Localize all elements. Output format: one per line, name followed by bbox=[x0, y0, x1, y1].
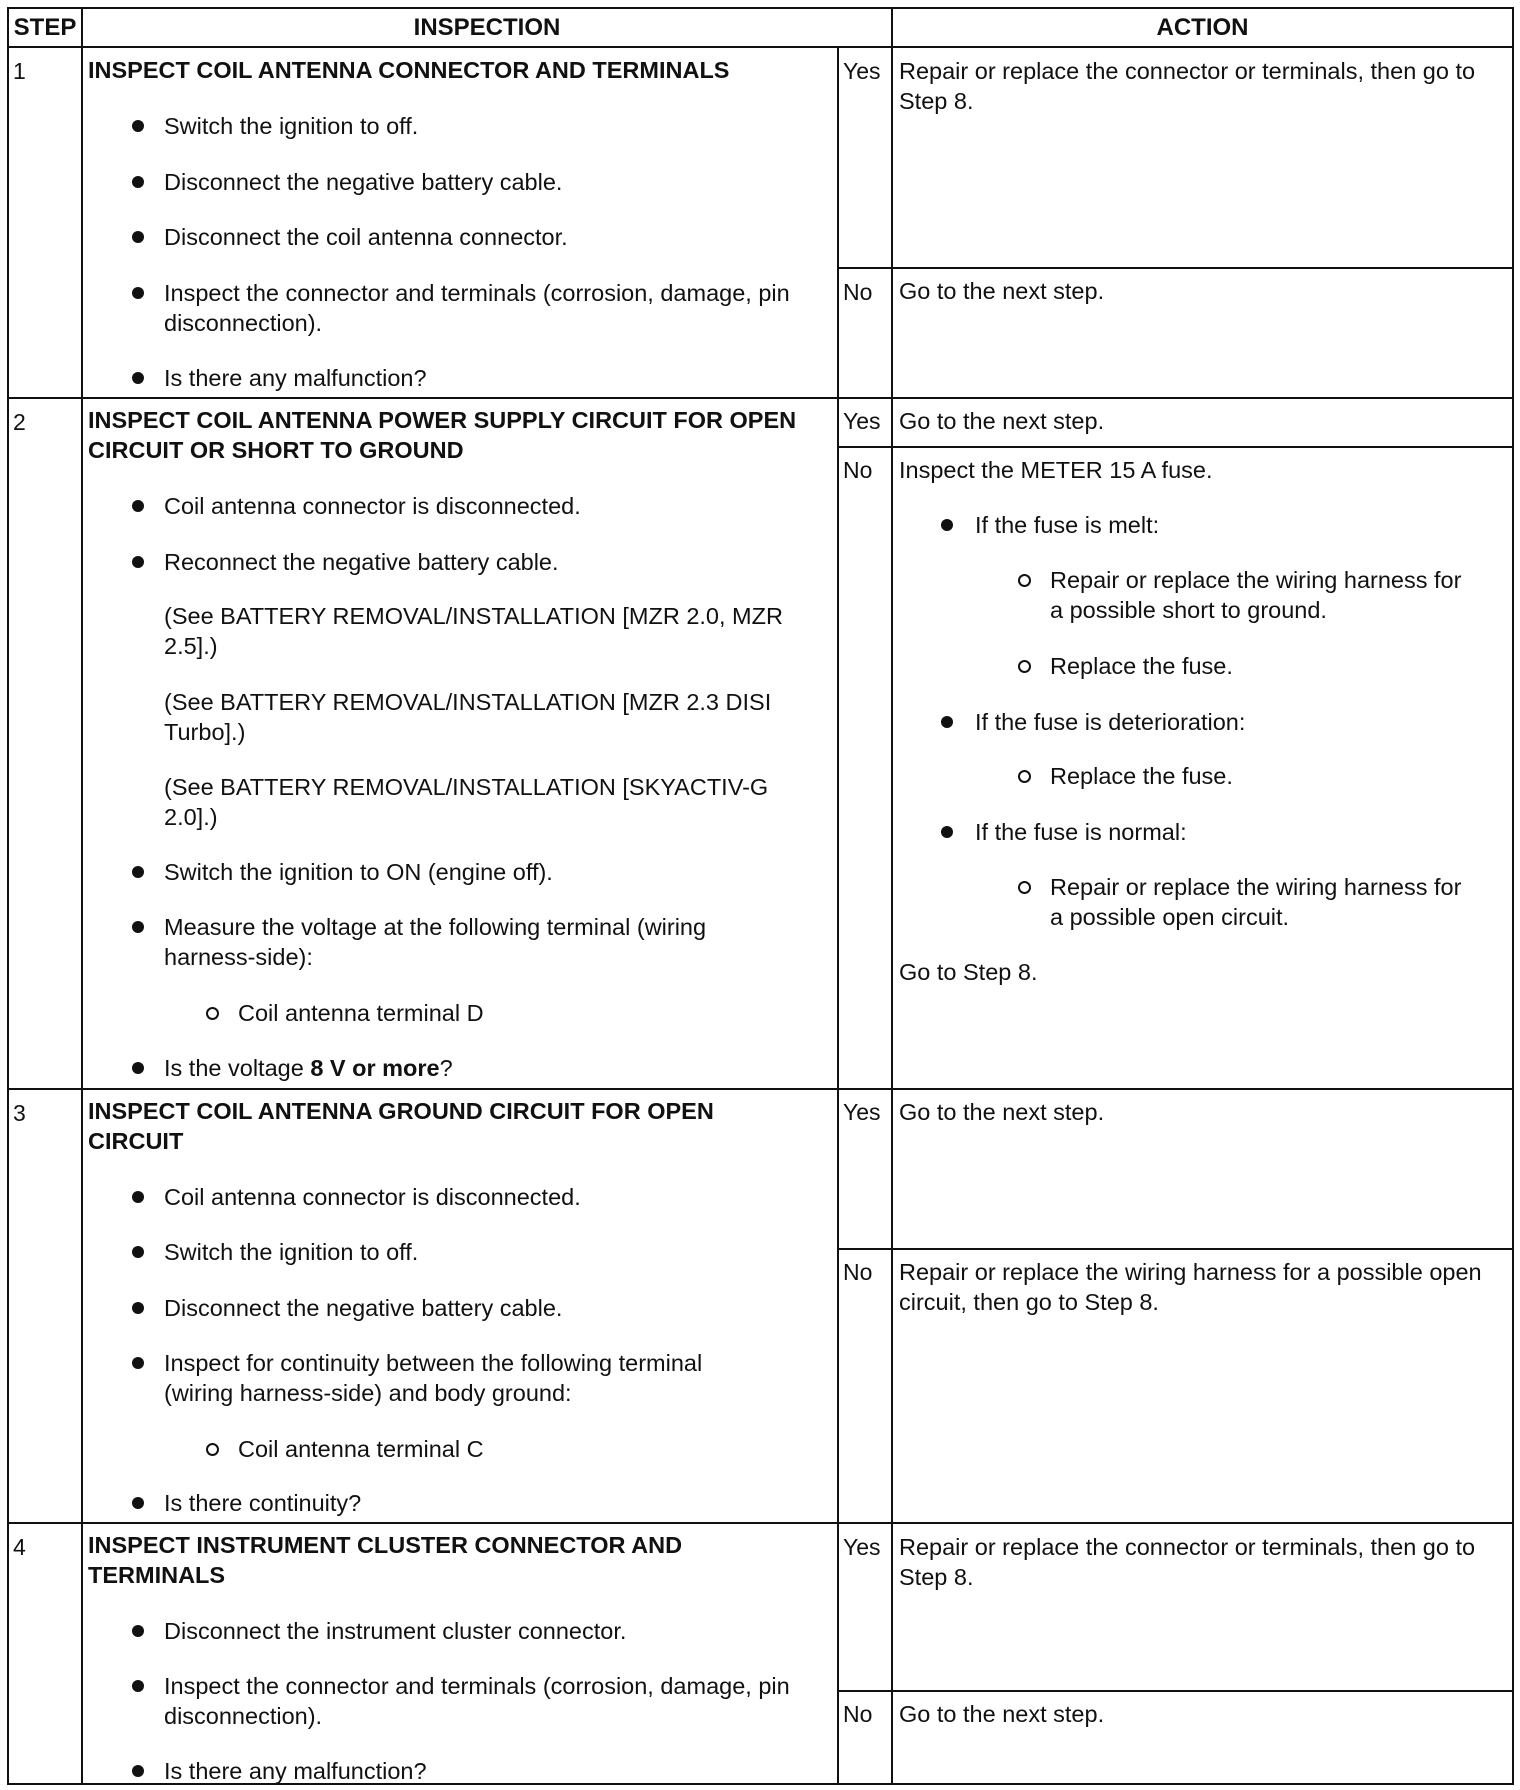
inspection-item: Switch the ignition to off. bbox=[164, 113, 419, 139]
yesno-line-3 bbox=[837, 1248, 1514, 1250]
inspection-item: Measure the voltage at the following terminal (wiring harness-side): bbox=[164, 914, 707, 970]
reference-note: (See BATTERY REMOVAL/INSTALLATION [SKYACTIV-G 2.0].) bbox=[164, 774, 769, 830]
bullet-icon bbox=[132, 1302, 144, 1314]
step-title: INSPECT COIL ANTENNA POWER SUPPLY CIRCUIT FOR OPEN CIRCUIT OR SHORT TO GROUND bbox=[88, 407, 797, 463]
circle-bullet-icon bbox=[1018, 574, 1031, 587]
row-line-1-2 bbox=[7, 397, 1514, 399]
step-title: INSPECT COIL ANTENNA GROUND CIRCUIT FOR OPEN CIRCUIT bbox=[88, 1098, 714, 1154]
header-step: STEP bbox=[13, 14, 77, 41]
bullet-icon bbox=[132, 287, 144, 299]
inspection-question bbox=[164, 1053, 804, 1083]
inspection-item: Disconnect the instrument cluster connector. bbox=[164, 1618, 627, 1644]
circle-bullet-icon bbox=[1018, 660, 1031, 673]
inspection-item: Inspect the connector and terminals (corrosion, damage, pin disconnection). bbox=[164, 280, 790, 336]
terminal-item: Coil antenna terminal C bbox=[238, 1436, 484, 1462]
inspection-item: Disconnect the negative battery cable. bbox=[164, 1295, 563, 1321]
no-label: No bbox=[843, 457, 873, 483]
bullet-icon bbox=[132, 1246, 144, 1258]
yesno-line-2 bbox=[837, 446, 1514, 448]
action-condition: If the fuse is deterioration: bbox=[975, 709, 1246, 735]
divider-action bbox=[891, 47, 893, 1785]
inspection-item: Coil antenna connector is disconnected. bbox=[164, 493, 581, 519]
inspection-question: Is there any malfunction? bbox=[164, 1758, 427, 1784]
inspection-item: Switch the ignition to ON (engine off). bbox=[164, 859, 553, 885]
step-number: 1 bbox=[13, 58, 26, 84]
bullet-icon bbox=[132, 556, 144, 568]
action-no: Repair or replace the wiring harness for a possible open circuit, then go to Step 8. bbox=[899, 1259, 1482, 1315]
bullet-icon bbox=[132, 1680, 144, 1692]
reference-note: (See BATTERY REMOVAL/INSTALLATION [MZR 2.3 DISI Turbo].) bbox=[164, 689, 772, 745]
bullet-icon bbox=[132, 176, 144, 188]
bullet-icon bbox=[941, 716, 953, 728]
no-label: No bbox=[843, 279, 873, 305]
divider-yesno bbox=[837, 47, 839, 1785]
action-remedy: Repair or replace the wiring harness for a possible short to ground. bbox=[1050, 567, 1462, 623]
bullet-icon bbox=[132, 231, 144, 243]
inspection-question: Is there any malfunction? bbox=[164, 365, 427, 391]
reference-note: (See BATTERY REMOVAL/INSTALLATION [MZR 2.0, MZR 2.5].) bbox=[164, 603, 783, 659]
bullet-icon bbox=[132, 1062, 144, 1074]
circle-bullet-icon bbox=[206, 1443, 219, 1456]
action-yes: Go to the next step. bbox=[899, 1099, 1105, 1125]
inspection-item: Disconnect the coil antenna connector. bbox=[164, 224, 568, 250]
step-number: 4 bbox=[13, 1534, 26, 1560]
divider-step-inspection bbox=[81, 7, 83, 1785]
action-remedy: Replace the fuse. bbox=[1050, 653, 1233, 679]
bullet-icon bbox=[132, 1625, 144, 1637]
yes-label: Yes bbox=[843, 1099, 881, 1125]
bullet-icon bbox=[132, 1191, 144, 1203]
question-value: 8 V or more bbox=[310, 1055, 440, 1081]
bullet-icon bbox=[132, 866, 144, 878]
inspection-item: Disconnect the negative battery cable. bbox=[164, 169, 563, 195]
inspection-item: Inspect the connector and terminals (corrosion, damage, pin disconnection). bbox=[164, 1673, 790, 1729]
step-title: INSPECT INSTRUMENT CLUSTER CONNECTOR AND TERMINALS bbox=[88, 1532, 683, 1588]
header-inspection: INSPECTION bbox=[413, 14, 561, 41]
row-line-3-4 bbox=[7, 1522, 1514, 1524]
header-bottom-line bbox=[7, 46, 1514, 48]
yesno-line-1 bbox=[837, 267, 1514, 269]
inspection-item: Inspect for continuity between the following terminal (wiring harness-side) and body ground: bbox=[164, 1350, 703, 1406]
step-title: INSPECT COIL ANTENNA CONNECTOR AND TERMINALS bbox=[88, 57, 730, 83]
circle-bullet-icon bbox=[1018, 770, 1031, 783]
yes-label: Yes bbox=[843, 408, 881, 434]
action-no: Go to the next step. bbox=[899, 1701, 1105, 1727]
yes-label: Yes bbox=[843, 1534, 881, 1560]
circle-bullet-icon bbox=[206, 1007, 219, 1020]
question-text: Is the voltage bbox=[164, 1055, 311, 1081]
action-yes: Repair or replace the connector or terminals, then go to Step 8. bbox=[899, 58, 1476, 114]
terminal-item: Coil antenna terminal D bbox=[238, 1000, 484, 1026]
header-action: ACTION bbox=[1156, 14, 1249, 41]
bullet-icon bbox=[132, 1765, 144, 1777]
inspection-item: Switch the ignition to off. bbox=[164, 1239, 419, 1265]
action-no: Inspect the METER 15 A fuse. bbox=[899, 457, 1213, 483]
action-next: Go to Step 8. bbox=[899, 959, 1038, 985]
action-condition: If the fuse is normal: bbox=[975, 819, 1187, 845]
row-line-2-3 bbox=[7, 1088, 1514, 1090]
action-yes: Repair or replace the connector or terminals, then go to Step 8. bbox=[899, 1534, 1476, 1590]
bullet-icon bbox=[132, 120, 144, 132]
inspection-item: Coil antenna connector is disconnected. bbox=[164, 1184, 581, 1210]
action-remedy: Replace the fuse. bbox=[1050, 763, 1233, 789]
yesno-line-4 bbox=[837, 1690, 1514, 1692]
action-remedy: Repair or replace the wiring harness for a possible open circuit. bbox=[1050, 874, 1462, 930]
step-number: 3 bbox=[13, 1100, 26, 1126]
bullet-icon bbox=[132, 1497, 144, 1509]
inspection-item: Reconnect the negative battery cable. bbox=[164, 549, 559, 575]
circle-bullet-icon bbox=[1018, 881, 1031, 894]
bullet-icon bbox=[132, 372, 144, 384]
step-number: 2 bbox=[13, 409, 26, 435]
yes-label: Yes bbox=[843, 58, 881, 84]
bullet-icon bbox=[941, 826, 953, 838]
bullet-icon bbox=[132, 1357, 144, 1369]
no-label: No bbox=[843, 1701, 873, 1727]
inspection-question: Is there continuity? bbox=[164, 1490, 362, 1516]
action-no: Go to the next step. bbox=[899, 278, 1105, 304]
bullet-icon bbox=[132, 921, 144, 933]
action-condition: If the fuse is melt: bbox=[975, 512, 1160, 538]
bullet-icon bbox=[132, 500, 144, 512]
bullet-icon bbox=[941, 519, 953, 531]
action-yes: Go to the next step. bbox=[899, 408, 1105, 434]
question-mark: ? bbox=[439, 1055, 453, 1081]
no-label: No bbox=[843, 1259, 873, 1285]
